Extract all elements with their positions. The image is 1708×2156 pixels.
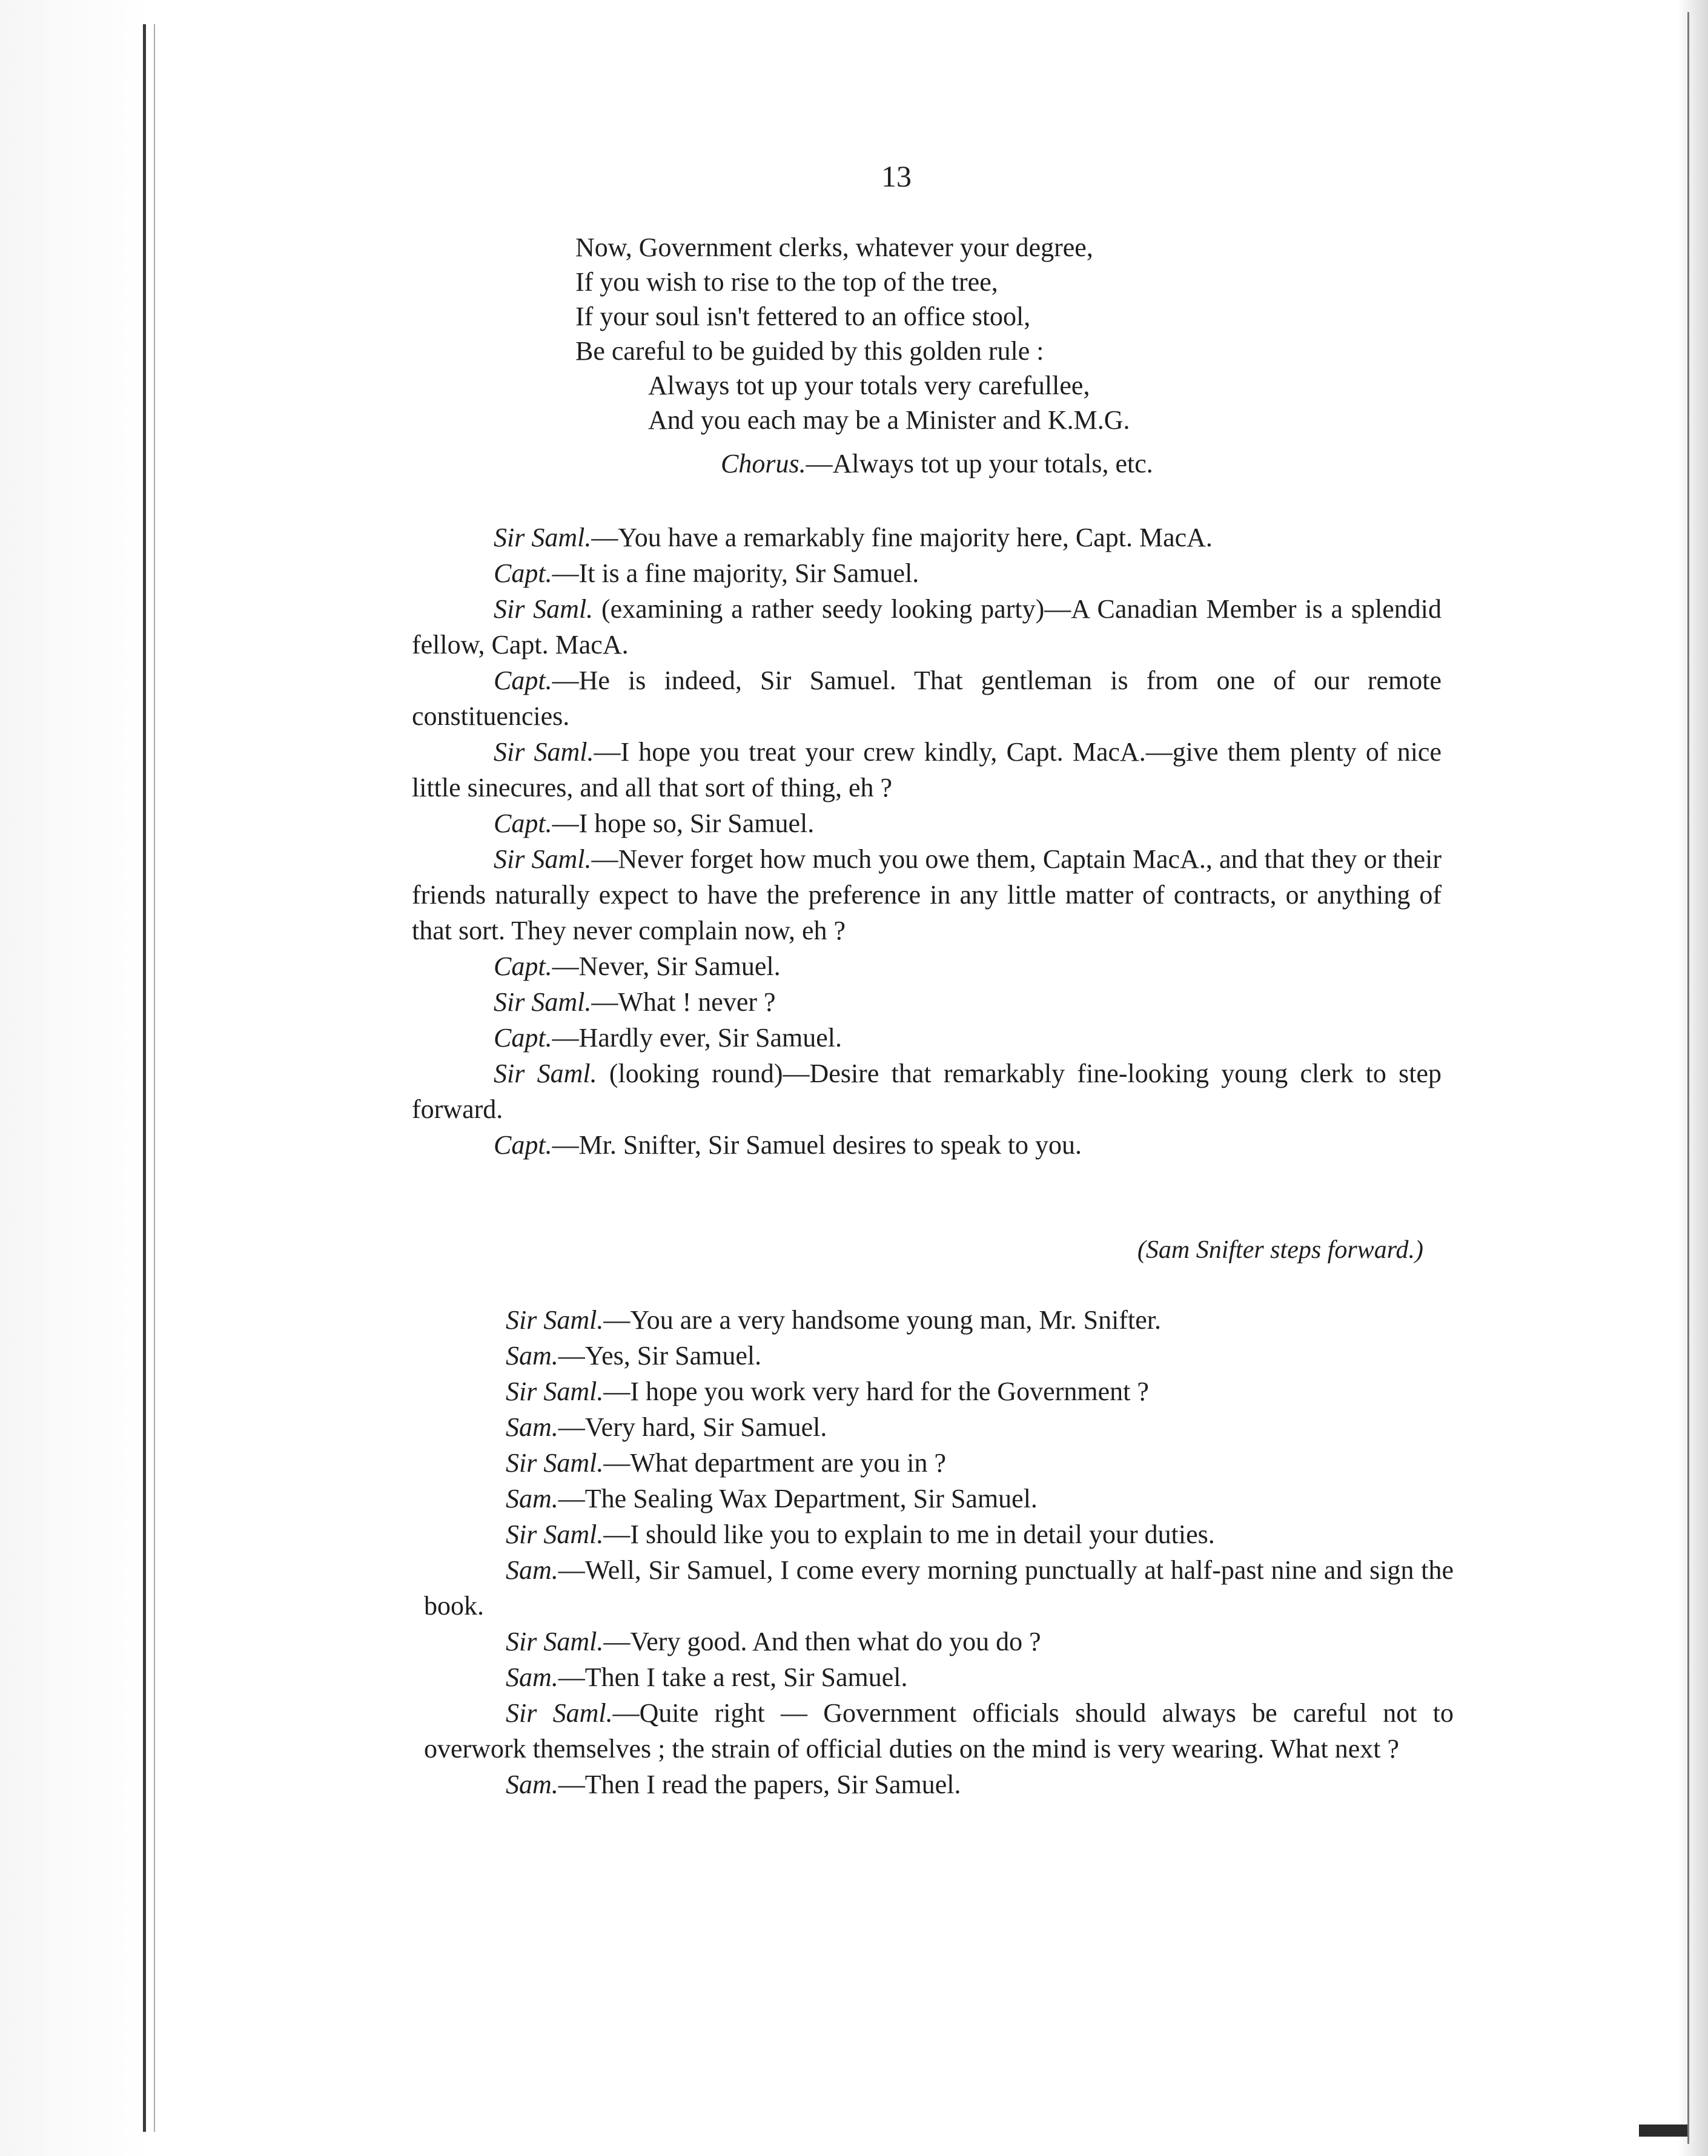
speaker-name: Sam. — [506, 1412, 558, 1442]
chorus-line — [721, 448, 1153, 479]
stage-direction: (Sam Snifter steps forward.) — [1137, 1236, 1423, 1264]
page-right-edge-line — [1687, 12, 1689, 2144]
dialogue-line — [412, 948, 1442, 984]
verse-line: And you each may be a Minister and K.M.G. — [648, 405, 1130, 435]
speaker-name: Sir Saml. — [506, 1377, 604, 1406]
verse-line: If your soul isn't fettered to an office stool, — [575, 302, 1031, 331]
spoken-text: —I hope so, Sir Samuel. — [552, 808, 815, 838]
dialogue-line — [412, 841, 1442, 948]
dialogue-line — [412, 734, 1442, 805]
speaker-name: Capt. — [494, 1130, 552, 1160]
dialogue-line — [424, 1659, 1454, 1695]
spoken-text: —It is a fine majority, Sir Samuel. — [552, 558, 919, 588]
spoken-text: —The Sealing Wax Department, Sir Samuel. — [558, 1484, 1038, 1513]
dialogue-line — [424, 1624, 1454, 1659]
speaker-name: Sir Saml. — [494, 1059, 597, 1088]
speaker-name: Sir Saml. — [506, 1519, 604, 1549]
spoken-text: —Then I read the papers, Sir Samuel. — [558, 1770, 961, 1799]
speaker-name: Sir Saml. — [506, 1698, 613, 1728]
dialogue-line — [412, 591, 1442, 663]
dialogue-line — [412, 984, 1442, 1020]
spoken-text: —He is indeed, Sir Samuel. That gentleman is from one of our remote constituencies. — [412, 666, 1442, 731]
spoken-text: —I should like you to explain to me in detail your duties. — [603, 1519, 1215, 1549]
speaker-name: Sir Saml. — [494, 987, 592, 1017]
dialogue-section-one — [412, 520, 1442, 1163]
spoken-text: —Very good. And then what do you do ? — [603, 1627, 1041, 1656]
speaker-name: Capt. — [494, 808, 552, 838]
spoken-text: —Never, Sir Samuel. — [552, 951, 781, 981]
speaker-name: Sam. — [506, 1555, 558, 1585]
speaker-name: Sam. — [506, 1341, 558, 1371]
spoken-text: (examining a rather seedy looking party)—A Canadian Member is a splendid fellow, Capt. MacA. — [412, 594, 1442, 660]
speaker-name: Sam. — [506, 1662, 558, 1692]
dialogue-line — [424, 1445, 1454, 1481]
speaker-name: Capt. — [494, 666, 552, 695]
speaker-name: Sir Saml. — [494, 737, 594, 767]
dialogue-line — [412, 805, 1442, 841]
spoken-text: —What ! never ? — [591, 987, 776, 1017]
dialogue-line — [424, 1695, 1454, 1767]
speaker-name: Sir Saml. — [494, 523, 592, 552]
binding-edge-line — [143, 24, 146, 2132]
dialogue-line — [424, 1481, 1454, 1516]
spoken-text: (looking round)—Desire that remarkably fine-looking young clerk to step forward. — [412, 1059, 1442, 1124]
page-number: 13 — [881, 159, 912, 193]
spoken-text: —You have a remarkably fine majority here, Capt. MacA. — [591, 523, 1213, 552]
speaker-name: Capt. — [494, 558, 552, 588]
spoken-text: —What department are you in ? — [603, 1448, 947, 1478]
spoken-text: —Then I take a rest, Sir Samuel. — [558, 1662, 908, 1692]
spoken-text: —You are a very handsome young man, Mr. Snifter. — [603, 1305, 1161, 1335]
dialogue-line — [424, 1338, 1454, 1374]
page-corner-mark — [1639, 2125, 1687, 2137]
dialogue-line — [424, 1409, 1454, 1445]
speaker-name: Sir Saml. — [494, 844, 592, 874]
spoken-text: —Yes, Sir Samuel. — [558, 1341, 762, 1371]
spoken-text: —Well, Sir Samuel, I come every morning punctually at half-past nine and sign the book. — [424, 1555, 1454, 1621]
dialogue-line — [412, 1020, 1442, 1056]
spoken-text: —Never forget how much you owe them, Captain MacA., and that they or their friends naturally expect to have the preference in any little matter of contracts, or anything of that sort. They never complain now, eh ? — [412, 844, 1442, 945]
verse-line: Always tot up your totals very carefullee, — [648, 371, 1090, 400]
speaker-name: Sam. — [506, 1484, 558, 1513]
dialogue-line — [412, 1127, 1442, 1163]
dialogue-line — [412, 663, 1442, 734]
speaker-name: Sir Saml. — [506, 1627, 604, 1656]
spoken-text: —Quite right — Government officials should always be careful not to overwork themselves ; the strain of official duties on the mind is very wearing. What next ? — [424, 1698, 1454, 1764]
speaker-name: Capt. — [494, 1023, 552, 1053]
spoken-text: —I hope you work very hard for the Government ? — [603, 1377, 1149, 1406]
dialogue-section-two — [424, 1302, 1454, 1802]
speaker-name: Sir Saml. — [494, 594, 594, 624]
spoken-text: —Hardly ever, Sir Samuel. — [552, 1023, 842, 1053]
dialogue-line — [424, 1767, 1454, 1802]
verse-line: Now, Government clerks, whatever your degree, — [575, 233, 1093, 262]
binding-gutter — [0, 0, 151, 2156]
verse-line: If you wish to rise to the top of the tree, — [575, 267, 998, 297]
dialogue-line — [424, 1552, 1454, 1624]
dialogue-line — [412, 555, 1442, 591]
speaker-name: Sir Saml. — [506, 1448, 604, 1478]
dialogue-line — [412, 1056, 1442, 1127]
page-right-edge — [1678, 0, 1708, 2156]
dialogue-line — [412, 520, 1442, 555]
chorus-label: Chorus. — [721, 449, 806, 478]
verse-line: Be careful to be guided by this golden rule : — [575, 336, 1044, 366]
dialogue-line — [424, 1516, 1454, 1552]
chorus-text: —Always tot up your totals, etc. — [806, 449, 1153, 478]
dialogue-line — [424, 1374, 1454, 1409]
binding-shadow-line — [154, 24, 155, 2132]
spoken-text: —Mr. Snifter, Sir Samuel desires to speak to you. — [552, 1130, 1082, 1160]
spoken-text: —I hope you treat your crew kindly, Capt. MacA.—give them plenty of nice little sinecures, and all that sort of thing, eh ? — [412, 737, 1442, 802]
song-verse — [575, 230, 1375, 437]
speaker-name: Capt. — [494, 951, 552, 981]
spoken-text: —Very hard, Sir Samuel. — [558, 1412, 827, 1442]
speaker-name: Sam. — [506, 1770, 558, 1799]
dialogue-line — [424, 1302, 1454, 1338]
speaker-name: Sir Saml. — [506, 1305, 604, 1335]
